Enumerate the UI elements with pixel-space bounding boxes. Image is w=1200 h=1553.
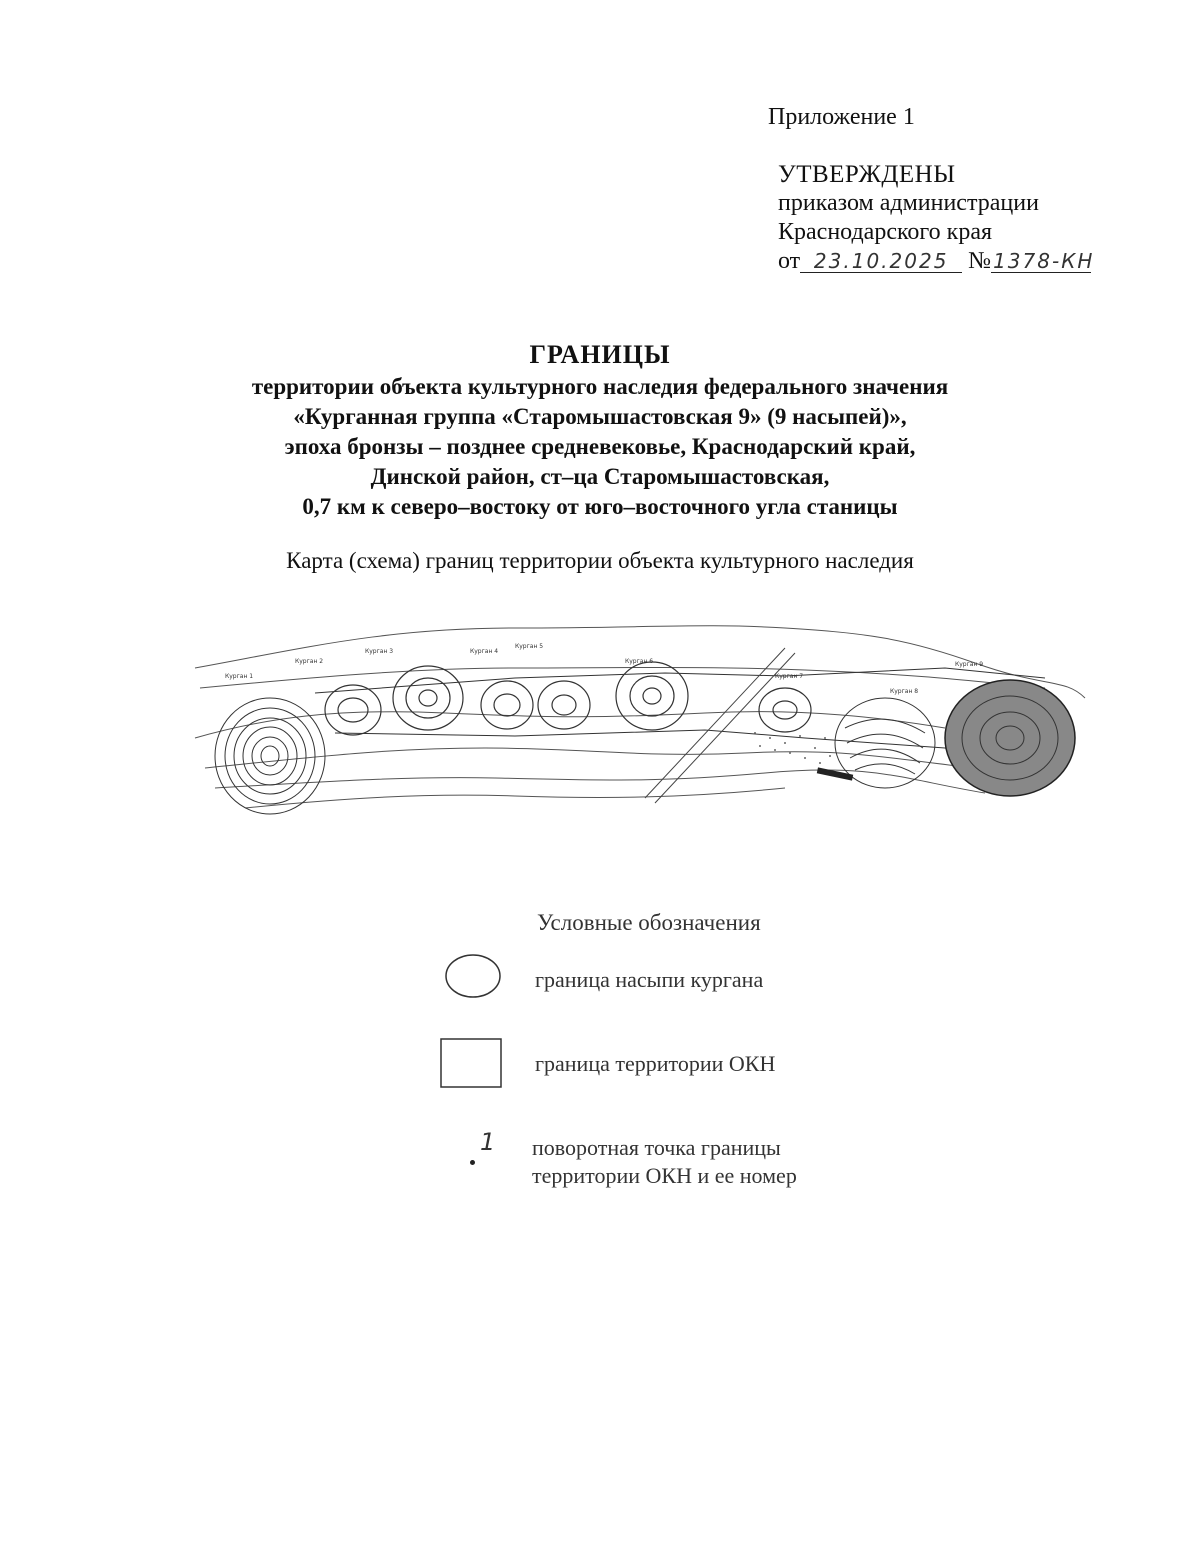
point-dot: [470, 1160, 475, 1165]
approved-heading: УТВЕРЖДЕНЫ: [778, 161, 956, 188]
boundary-top-line: [315, 668, 1045, 693]
legend-title: Условные обозначения: [537, 910, 761, 935]
order-number: 1378-КН: [993, 249, 1095, 273]
title-line-5: 0,7 км к северо–востоку от юго–восточного угла станицы: [302, 494, 898, 519]
mound-4: [481, 681, 533, 729]
circle-outline-icon: [444, 952, 504, 1000]
square-outline-icon: [440, 1038, 504, 1090]
order-date: 23.10.2025: [800, 250, 962, 273]
terrain-contour: [245, 788, 785, 808]
numbered-point-icon: [466, 1128, 506, 1178]
mound-label-2: Курган 2: [295, 658, 324, 665]
point-number: 1: [480, 1128, 496, 1156]
title-line-3: эпоха бронзы – позднее средневековье, Краснодарский край,: [284, 434, 916, 459]
mound-label-8: Курган 8: [890, 688, 919, 695]
number-prefix: №: [968, 248, 992, 274]
title-line-1: территории объекта культурного наследия федерального значения: [251, 374, 949, 399]
map-marker-bar: [817, 767, 853, 780]
mound-6: [616, 662, 688, 730]
boundary-map: [185, 608, 1095, 858]
mound-5: [538, 681, 590, 729]
mound-label-1: Курган 1: [225, 673, 254, 680]
mound-label-9: Курган 9: [955, 661, 984, 668]
terrain-contour: [200, 668, 1045, 689]
terrain-contour: [215, 770, 985, 793]
approval-block: [778, 160, 1095, 276]
mound-label-3: Курган 3: [365, 648, 394, 655]
terrain-contour: [205, 748, 975, 768]
appendix-label: Приложение 1: [768, 104, 915, 130]
legend-label-point-line2: территории ОКН и ее номер: [532, 1163, 797, 1188]
mound-2: [325, 685, 381, 735]
legend-label-territory: граница территории ОКН: [535, 1051, 776, 1076]
title-line-2: «Курганная группа «Старомышастовская 9» (9 насыпей)»,: [293, 404, 907, 429]
mound-7: [759, 688, 811, 732]
legend-label-mound: граница насыпи кургана: [535, 967, 764, 992]
document-title: [150, 340, 1050, 522]
title-line-4: Динской район, ст–ца Старомышастовская,: [370, 464, 830, 489]
order-date-number-line: [778, 247, 1095, 276]
map-caption: Карта (схема) границ территории объекта культурного наследия: [286, 548, 914, 573]
mound-label-5: Курган 5: [515, 643, 544, 650]
approval-org-line2: Краснодарского края: [778, 219, 993, 245]
title-main: ГРАНИЦЫ: [529, 340, 671, 369]
road-line: [655, 653, 795, 803]
mound-9: [945, 680, 1075, 796]
mound-label-6: Курган 6: [625, 658, 654, 665]
approval-org-line1: приказом администрации: [778, 190, 1039, 216]
mound-3: [393, 666, 463, 730]
mound-label-7: Курган 7: [775, 673, 804, 680]
legend-label-point-line1: поворотная точка границы: [532, 1135, 781, 1160]
legend-label-point: [532, 1134, 797, 1190]
mound-label-4: Курган 4: [470, 648, 499, 655]
date-prefix: от: [778, 248, 801, 274]
